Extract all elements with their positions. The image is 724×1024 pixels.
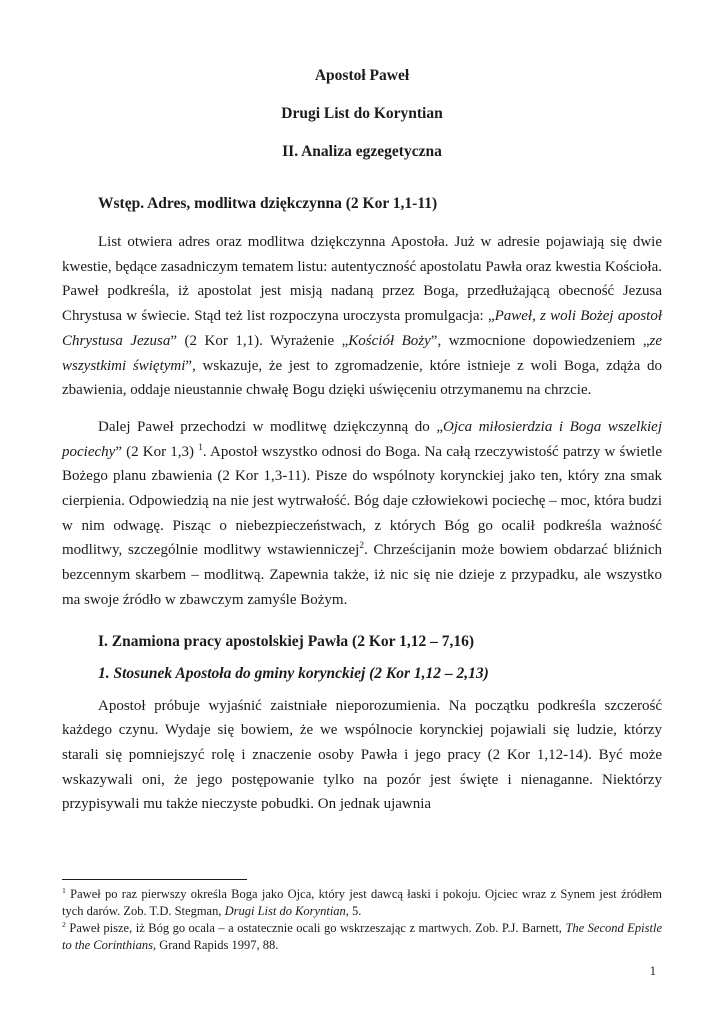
subsection-heading-1: 1. Stosunek Apostoła do gminy korynckiej (2 Kor 1,12 – 2,13) (98, 664, 489, 682)
footnote-reference: 2 (62, 919, 66, 929)
document-title-line-3: II. Analiza egzegetyczna (282, 143, 442, 160)
document-title-block (62, 67, 662, 160)
page-number: 1 (649, 964, 656, 978)
footnote-1: $^1$ Paweł po raz pierwszy określa Boga jako Ojca, który jest dawcą łaski i pokoju. Ojciec wraz z Synem jest źródłem tych darów. Zob. T.D. Stegman, Drugi List do Koryntian, 5. (62, 885, 662, 918)
paragraph-1: List otwiera adres oraz modlitwa dziękczynna Apostoła. Już w adresie pojawiają się dwie kwestie, będące zasadniczym tematem listu: autentyczność apostolatu Pawła oraz kwestia Kościoła. Paweł podkreśla, iż apostolat jest misją nadaną przez Boga, przedłużającą obecność Jezusa Chrystusa w świecie. Stąd też list rozpoczyna uroczysta promulgacja: „Paweł, z woli Bożej apostoł Chrystusa Jezusa” (2 Kor 1,1). Wyrażenie „Kościół Boży”, wzmocnione dopowiedzeniem „ze wszystkimi świętymi”, wskazuje, że jest to zgromadzenie, które istnieje z woli Boga, zdąża do zbawienia, oddaje nieustannie chwałę Bogu dzięki uświęceniu otrzymanemu na chrzcie. (62, 234, 662, 399)
footnote-reference: 2 (359, 541, 364, 552)
footnote-reference: 1 (62, 885, 66, 895)
paragraph-2: Dalej Paweł przechodzi w modlitwę dziękczynną do „Ojca miłosierdzia i Boga wszelkiej pociechy” (2 Kor 1,3) $^1$. Apostoł wszystko odnosi do Boga. Na całą rzeczywistość patrzy w świetle Bożego planu zbawienia (2 Kor 1,3-11). Pisze do wspólnoty korynckiej jako ten, który zna smak cierpienia. Odpowiedzią na nie jest wytrwałość. Bóg daje człowiekowi pociechę – moc, która budzi w nim odwagę. Pisząc o niebezpieczeństwach, z których Bóg go ocalił podkreśla ważność modlitwy, szczególnie modlitwy wstawienniczej$^2$. Chrześcijanin może bowiem obdarzać bliźnich bezcennym skarbem – modlitwą. Zapewnia także, iż nic się nie dzieje z przypadku, ale wszystko ma swoje źródło w zbawczym zamyśle Bożym. (62, 418, 663, 608)
footnote-2: $^2$ Paweł pisze, iż Bóg go ocala – a ostatecznie ocali go wskrzeszając z martwych. Zob. P.J. Barnett, The Second Epistle to the Corinthians, Grand Rapids 1997, 88. (62, 919, 662, 952)
section-heading-intro: Wstęp. Adres, modlitwa dziękczynna (2 Kor 1,1-11) (98, 195, 438, 212)
footnote-separator-rule (62, 879, 247, 880)
document-title-line-2: Drugi List do Koryntian (281, 105, 443, 122)
footnotes-block (62, 879, 662, 954)
section-heading-I: I. Znamiona pracy apostolskiej Pawła (2 Kor 1,12 – 7,16) (98, 632, 475, 650)
footnote-reference: 1 (198, 442, 203, 453)
document-content (62, 0, 662, 817)
paragraph-3: Apostoł próbuje wyjaśnić zaistniałe nieporozumienia. Na początku podkreśla szczerość każdego czynu. Wydaje się bowiem, że we wspólnocie korynckiej pojawiali się ludzie, którzy starali się pomniejszyć rolę i znaczenie osoby Pawła i jego pracy (2 Kor 1,12-14). Być może wskazywali oni, że jego postępowanie tylko na pozór jest święte i nienaganne. Niektórzy przypisywali mu także nieczyste pobudki. On jednak ujawnia (62, 697, 662, 813)
document-title-line-1: Apostoł Paweł (314, 67, 410, 84)
